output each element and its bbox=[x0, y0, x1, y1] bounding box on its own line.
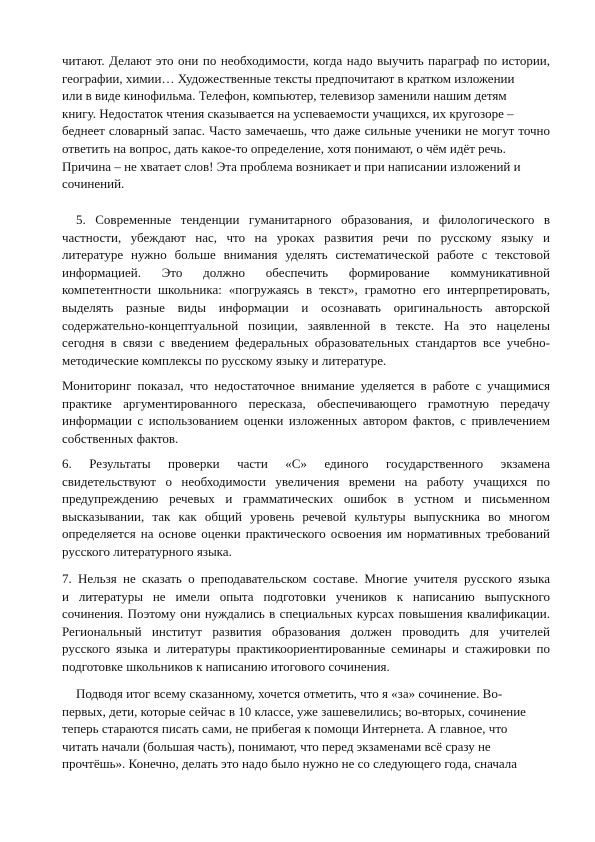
paragraph-point-5 bbox=[62, 211, 550, 369]
text-line: сочинения. Поэтому они нуждались в специальных курсах повышения квалификации. bbox=[62, 606, 550, 622]
text-line: 5. Современные тенденции гуманитарного образования, и филологического в bbox=[76, 212, 550, 227]
text-line: информации с использованием оценки изложенных автором фактов, с привлечением bbox=[62, 413, 550, 429]
paragraph-conclusion bbox=[62, 685, 550, 773]
text-line: методические комплексы по русскому языку и литературе. bbox=[62, 352, 387, 368]
text-line: теперь стараются писать сами, не прибегая к помощи Интернета. А главное, что bbox=[62, 721, 508, 737]
text-line: литературе нужно больше внимания уделять систематической работе с текстовой bbox=[62, 247, 550, 263]
text-line: информацией. Это должно обеспечить формирование коммуникативной bbox=[62, 264, 550, 280]
text-line: читать начали (большая часть), понимают, что перед экзаменами всё сразу не bbox=[62, 738, 491, 754]
text-line: содержательно-концептуальной позиции, заявленной в тексте. На это нацелены bbox=[62, 317, 550, 333]
text-line: определяется на основе оценки практического освоения им нормативных требований bbox=[62, 526, 550, 542]
text-line: беднеет словарный запас. Часто замечаешь, что даже сильные ученики не могут точно bbox=[62, 123, 550, 139]
text-line: Мониторинг показал, что недостаточное внимание уделяется в работе с учащимися bbox=[62, 378, 550, 393]
text-line: сочинений. bbox=[62, 176, 125, 192]
text-line: высказывании, так как общий уровень речевой культуры выпускника во многом bbox=[62, 508, 550, 524]
text-line: или в виде кинофильма. Телефон, компьютер, телевизор заменили нашим детям bbox=[62, 88, 507, 104]
paragraph-monitoring bbox=[62, 377, 550, 447]
text-line: предупреждению речевых и грамматических ошибок в устном и письменном bbox=[62, 491, 550, 507]
text-line: русского языка и литературы практикоориентированные семинары и стажировки по bbox=[62, 641, 550, 657]
text-line: собственных фактов. bbox=[62, 430, 179, 446]
text-line: Причина – не хватает слов! Эта проблема возникает и при написании изложений и bbox=[62, 158, 521, 174]
text-line: частности, убеждают нас, что на уроках развития речи по русскому языку и bbox=[62, 229, 550, 245]
text-line: практике аргументированного пересказа, обеспечивающего грамотную передачу bbox=[62, 395, 550, 411]
text-line: сегодня в связи с введением федеральных образовательных стандартов все учебно- bbox=[62, 335, 550, 351]
text-line: прочтёшь». Конечно, делать это надо было нужно не со следующего года, сначала bbox=[62, 756, 518, 772]
paragraph-reading-problem bbox=[62, 52, 550, 193]
text-line: компетентности школьника: «погружаясь в текст», грамотно его интерпретировать, bbox=[62, 282, 550, 298]
text-line: и литературы не имели опыта подготовки учеников к написанию выпускного bbox=[62, 588, 550, 604]
text-line: выделять разные виды информации и осознавать оригинальность авторской bbox=[62, 299, 550, 315]
text-line: первых, дети, которые сейчас в 10 классе, уже зашевелились; во-вторых, сочинение bbox=[62, 703, 526, 719]
text-line: 7. Нельзя не сказать о преподавательском составе. Многие учителя русского языка bbox=[62, 571, 550, 586]
text-line: ответить на вопрос, дать какое-то определение, хотя понимают, о чём идёт речь. bbox=[62, 140, 506, 156]
text-line: читают. Делают это они по необходимости, когда надо выучить параграф по истории, bbox=[62, 53, 550, 68]
paragraph-point-6 bbox=[62, 455, 550, 561]
text-line: 6. Результаты проверки части «С» единого государственного экзамена bbox=[62, 456, 550, 471]
text-line: географии, химии… Художественные тексты предпочитают в кратком изложении bbox=[62, 70, 515, 86]
text-line: подготовке школьников к написанию итогового сочинения. bbox=[62, 658, 390, 674]
text-line: Подводя итог всему сказанному, хочется отметить, что я «за» сочинение. Во- bbox=[76, 686, 503, 701]
text-line: Региональный институт развития образования должен проводить для учителей bbox=[62, 623, 550, 639]
text-line: русского литературного языка. bbox=[62, 543, 232, 559]
paragraph-point-7 bbox=[62, 570, 550, 676]
text-line: книгу. Недостаток чтения сказывается на успеваемости учащихся, их кругозоре – bbox=[62, 105, 514, 121]
text-line: свидетельствуют о необходимости увеличения времени на работу учащихся по bbox=[62, 473, 550, 489]
